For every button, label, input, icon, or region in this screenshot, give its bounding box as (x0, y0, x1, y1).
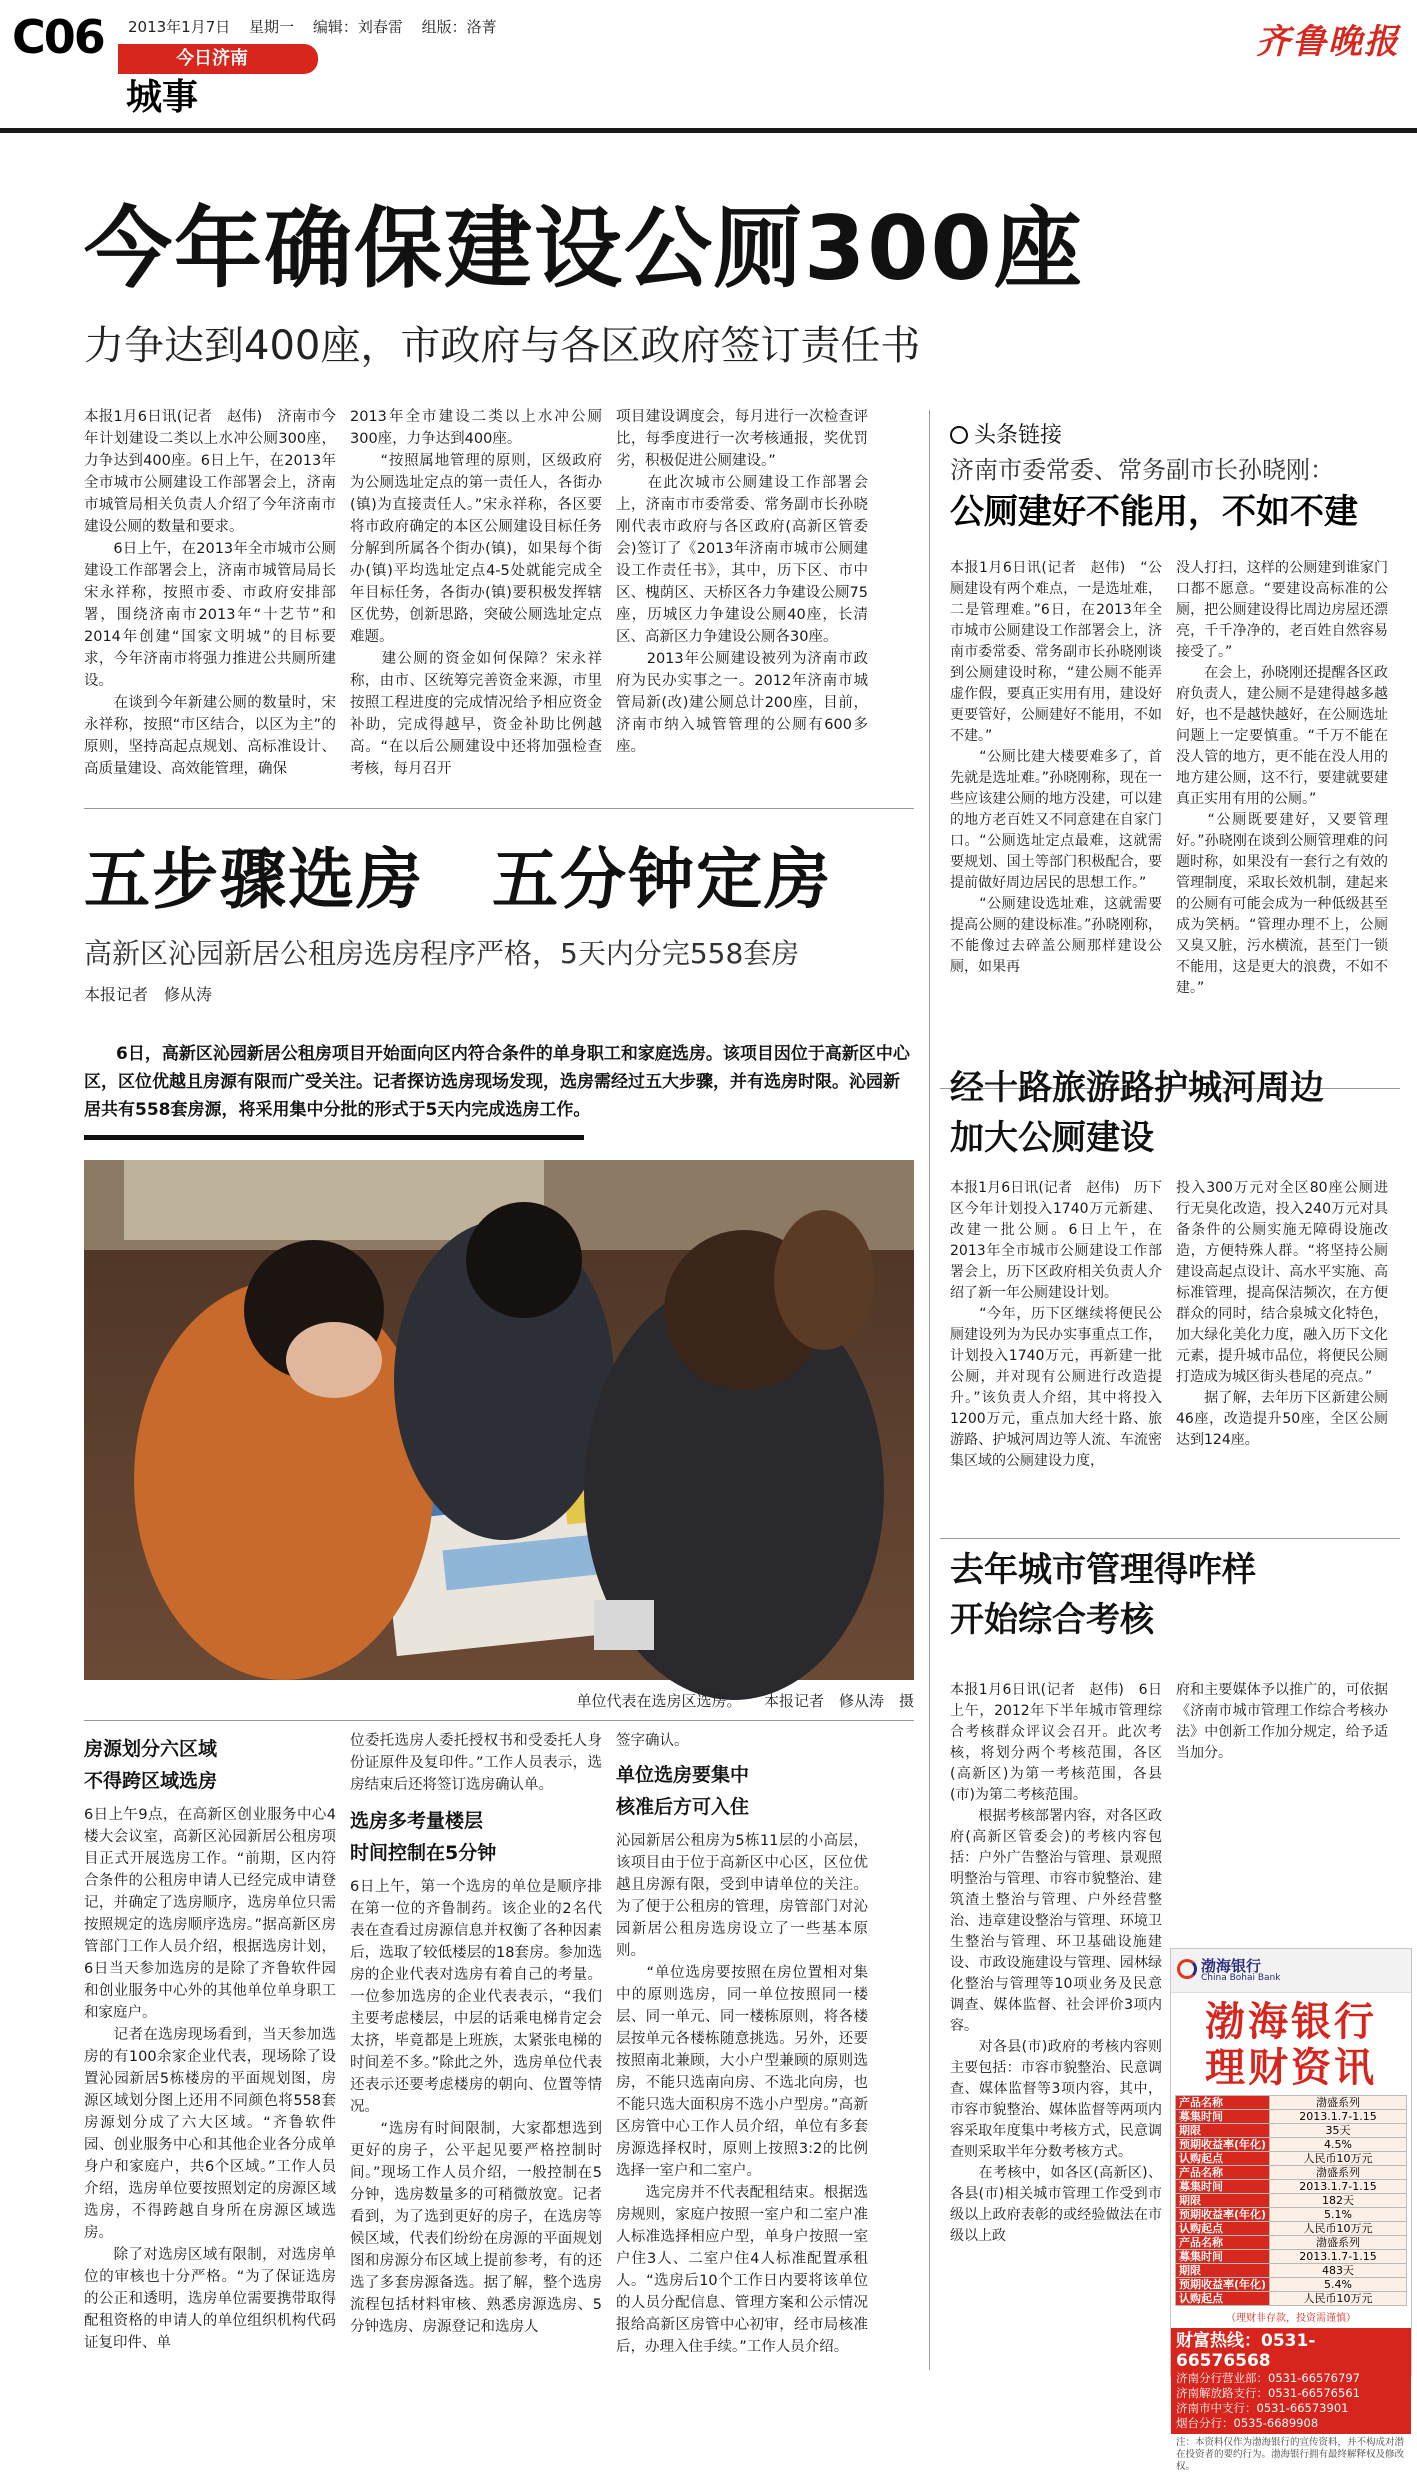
photo-caption: 单位代表在选房区选房。 本报记者 修从涛 摄 (576, 1692, 914, 1710)
ad-row-yield (1176, 2138, 1407, 2152)
sidebar-mid-column-1-text: 本报1月6日讯(记者 赵伟) 历下区今年计划投入1740万元新建、改建一批公厕。6日上午，在2013年全市城市公厕建设工作部署会上，历下区政府相关负责人介绍了新一年公厕建设计划。 “今年，历下区继续将便民公厕建设列为为民办实事重点工作，计划投入1740万元，再新建一批公厕，并对现有公厕进行改造提升。”该负责人介绍，其中将投入1200万元，重点加大经十路、旅游路、护城河周边等人流、车流密集区域的公厕建设力度， (950, 1180, 1162, 1469)
news-photo (84, 1160, 914, 1680)
bank-logo-icon (1177, 1959, 1197, 1979)
lead-subhead: 力争达到400座，市政府与各区政府签订责任书 (84, 323, 921, 369)
ad-row-period (1176, 2180, 1407, 2194)
ad-row-yield (1176, 2208, 1407, 2222)
story2-subhead: 高新区沁园新居公租房选房程序严格，5天内分完558套房 (84, 937, 800, 970)
circle-icon (950, 426, 968, 444)
story2-column-2-top (350, 1730, 602, 1800)
story2-column-1 (84, 1804, 336, 2374)
story2-column-3 (616, 1830, 868, 2374)
ad-bank-english: China Bohai Bank (1201, 1973, 1281, 1983)
ad-row-label: 认购起点 (1176, 2292, 1270, 2306)
ad-note: （理财非存款，投资需谨慎） (1226, 2313, 1356, 2324)
ad-row-period (1176, 2110, 1407, 2124)
ad-hotline-label: 财富热线： (1176, 2331, 1261, 2351)
story2-column-3-top-text: 签字确认。 (616, 1733, 689, 1749)
sidebar-mid-title-2: 加大公厕建设 (950, 1118, 1154, 1158)
ad-contact (1171, 2328, 1411, 2434)
ad-branch-1: 济南解放路支行：0531-66576561 (1176, 2386, 1360, 2400)
sidebar-top-column-2-text: 没人打扫，这样的公厕建到谁家门口都不愿意。“要建设高标准的公厕，把公厕建设得比周边房屋还漂亮，千千净净的，老百姓自然容易接受了。” 在会上，孙晓刚还提醒各区政府负责人，建公厕不是建得越多越好，也不是越快越好，在公厕选址问题上一定要慎重。“千万不能在没人管的地方，更不能在没人用的地方建公厕，这不行，要建就要建真正实用有用的公厕。” “公厕既要建好，又要管理好。”孙晓刚在谈到公厕管理难的问题时称，如果没有一套行之有效的管理制度，采取长效机制，建起来的公厕有可能会成为一种低级甚至成为笑柄。“管理办理不上，公厕又臭又脏，污水横流，甚至门一锁不能用，这是更大的浪费，不如不建。” (1176, 560, 1388, 996)
ad-row-label: 认购起点 (1176, 2152, 1270, 2166)
sidebar-low-column-2-text: 府和主要媒体予以推广的，可依据《济南市城市管理工作综合考核办法》中创新工作加分规定，给予适当加分。 (1176, 1682, 1388, 1761)
ad-title-2: 理财资讯 (1205, 2045, 1377, 2091)
ad-hotline (1176, 2331, 1406, 2371)
ad-row-label: 产品名称 (1176, 2236, 1270, 2250)
ad-row-term (1176, 2264, 1407, 2278)
story2-column-2-top-text: 位委托选房人委托授权书和受委托人身份证原件及复印件。”工作人员表示，选房结束后还将签订选房确认单。 (350, 1733, 602, 1793)
ad-row-label: 产品名称 (1176, 2166, 1270, 2180)
story2-subhead-2b: 时间控制在5分钟 (350, 1842, 497, 1864)
ad-row-label: 募集时间 (1176, 2250, 1270, 2264)
ad-row-value: 2013.1.7-1.15 (1270, 2250, 1407, 2264)
issue-date: 2013年1月7日 (128, 18, 231, 36)
ad-branch-0: 济南分行营业部：0531-66576797 (1176, 2371, 1360, 2385)
ad-row-name (1176, 2236, 1407, 2250)
ad-title-1: 渤海银行 (1205, 1999, 1377, 2045)
ad-disclaimer: 注：本资料仅作为渤海银行的宣传资料，并不构成对潜在投资者的要约行为。渤海银行拥有最终解释权及修改权。 (1176, 2437, 1405, 2472)
story2-subhead-1b: 不得跨区域选房 (84, 1770, 218, 1792)
story2-column-2-text: 6日上午，第一个选房的单位是顺序排在第一位的齐鲁制药。该企业的2名代表在查看过房源信息并权衡了各种因素后，选取了较低楼层的18套房。参加选房的企业代表对选房有着自己的考量。一位参加选房的企业代表表示，“我们主要考虑楼层，中层的话乘电梯肯定会太挤，毕竟都是上班族，太紧张电梯的时间差不多。”除此之外，选房单位代表还表示还要考虑楼房的朝向、位置等情况。 “选房有时间限制，大家都想选到更好的房子，公平起见要严格控制时间。”现场工作人员介绍，一般控制在5分钟，选房数量多的可稍微放宽。记者看到，为了选到更好的房子，在选房等候区域，代表们纷纷在房源的平面规划图和房源分布区域上提前参考，有的还选了多套房源备选。据了解，整个选房流程包括材料审核、熟悉房源选房、5分钟选房、房源登记和选房人 (350, 1879, 602, 2335)
ad-row-label: 期限 (1176, 2124, 1270, 2138)
sidebar-tag (950, 422, 1062, 450)
ad-row-min (1176, 2292, 1407, 2306)
ad-row-value: 5.1% (1270, 2208, 1407, 2222)
ad-row-label: 预期收益率(年化) (1176, 2208, 1270, 2222)
story2-subhead-3b: 核准后方可入住 (616, 1796, 750, 1818)
ad-row-label: 产品名称 (1176, 2096, 1270, 2110)
layout-credit: 组版：洛菁 (421, 18, 497, 36)
page-meta (128, 16, 511, 37)
lead-column-1-text: 本报1月6日讯(记者 赵伟) 济南市今年计划建设二类以上水冲公厕300座，力争达到400座。6日上午，在2013年全市城市公厕建设工作部署会上，济南市城管局相关负责人介绍了今年济南市建设公厕的数量和要求。 6日上午，在2013年全市城市公厕建设工作部署会上，济南市城管局局长宋永祥称，按照市委、市政府安排部署，围绕济南市2013年“十艺节”和2014年创建“国家文明城”的目标要求，今年济南市将强力推进公共厕所建设。 在谈到今年新建公厕的数量时，宋永祥称，按照“市区结合，以区为主”的原则，坚持高起点规划、高标准设计、高质量建设、高效能管理，确保 (84, 409, 336, 777)
ad-row-value: 5.4% (1270, 2278, 1407, 2292)
story2-headline: 五步骤选房 五分钟定房 (84, 841, 832, 918)
story2-subhead-1a: 房源划分六区域 (84, 1738, 218, 1760)
column-divider (929, 410, 930, 2370)
story-divider (84, 808, 914, 809)
sidebar-low-column-2 (1176, 1680, 1388, 1940)
ad-row-label: 期限 (1176, 2194, 1270, 2208)
ad-branch-2: 济南市中支行：0531-66573901 (1176, 2401, 1349, 2415)
ad-row-label: 募集时间 (1176, 2110, 1270, 2124)
sidebar-divider-2 (940, 1538, 1400, 1539)
page-number: C06 (12, 10, 104, 64)
sidebar-top-column-1-text: 本报1月6日讯(记者 赵伟) “公厕建设有两个难点，一是选址难，二是管理难。”6日，在2013年全市城市公厕建设工作部署会上，济南市委常委、常务副市长孙晓刚谈到公厕建设时称，“建公厕不能弄虚作假，要真正实用有用，建设好更要管好，公厕建好不能用，不如不建。” “公厕比建大楼要难多了，首先就是选址难。”孙晓刚称，现在一些应该建公厕的地方没建，可以建的地方老百姓又不同意建在自家门口。“公厕选址定点最难，这就需要规划、国土等部门积极配合，要提前做好周边居民的思想工作。” “公厕建设选址难，这就需要提高公厕的建设标准。”孙晓刚称，不能像过去碎盖公厕那样建设公厕，如果再 (950, 560, 1162, 975)
ad-row-term (1176, 2194, 1407, 2208)
sidebar-top-column-2 (1176, 558, 1388, 1078)
lead-column-3-text: 项目建设调度会，每月进行一次检查评比，每季度进行一次考核通报，奖优罚劣，积极促进公厕建设。” 在此次城市公厕建设工作部署会上，济南市市委常委、常务副市长孙晓刚代表市政府与各区政府(高新区管委会)签订了《2013年济南市城市公厕建设工作责任书》，其中，历下区、市中区、槐荫区、天桥区各力争建设公厕75座，历城区力争建设公厕40座，长清区、高新区力争建设公厕各30座。 2013年公厕建设被列为济南市政府为民办实事之一。2012年济南市城管局新(改)建公厕总计200座，目前，济南市纳入城管管理的公厕有600多座。 (616, 409, 868, 755)
lead-column-2 (350, 406, 602, 788)
ad-row-term (1176, 2124, 1407, 2138)
sidebar-title: 公厕建好不能用，不如不建 (950, 492, 1358, 532)
ad-row-value: 人民币10万元 (1270, 2152, 1407, 2166)
ad-hotline-number: 0531-66576568 (1176, 2331, 1316, 2371)
ad-row-period (1176, 2250, 1407, 2264)
ad-row-min (1176, 2222, 1407, 2236)
story2-column-2 (350, 1876, 602, 2374)
ad-branch-3: 烟台分行：0535-6689908 (1176, 2416, 1319, 2430)
sidebar-low-column-1-text: 本报1月6日讯(记者 赵伟) 6日上午，2012年下半年城市管理综合考核群众评议会召开。此次考核，将划分两个考核范围，各区(高新区)为第一考核范围，各县(市)为第二考核范围。 根据考核部署内容，对各区政府(高新区管委会)的考核内容包括：户外广告整治与管理、景观照明整治与管理、市容市貌整治、建筑渣土整治与管理、户外经营整治、违章建设整治与管理、环境卫生整治与管理、环卫基础设施建设、市政设施建设与管理、园林绿化整治与管理等10项业务及民意调查、媒体监督、社会评价3项内容。 对各县(市)政府的考核内容则主要包括：市容市貌整治、民意调查、媒体监督等3项内容，其中，市容市貌整治、媒体监督等两项内容采取年度集中考核方式，民意调查则采取半年分数考核方式。 在考核中，如各区(高新区)、各县(市)相关城市管理工作受到市级以上政府表彰的或经验做法在市级以上政 (950, 1682, 1162, 2244)
story2-lead-text: 6日，高新区沁园新居公租房项目开始面向区内符合条件的单身职工和家庭选房。该项目因位于高新区中心区，区位优越且房源有限而广受关注。记者探访选房现场发现，选房需经过五大步骤，并有选房时限。沁园新居共有558套房源，将采用集中分批的形式于5天内完成选房工作。 (84, 1044, 910, 1120)
sidebar-kicker: 济南市委常委、常务副市长孙晓刚： (950, 456, 1334, 484)
sidebar-mid-column-2 (1176, 1178, 1388, 1518)
bank-advertisement[interactable] (1170, 1948, 1412, 2472)
ad-row-label: 预期收益率(年化) (1176, 2278, 1270, 2292)
section-name: 城事 (126, 77, 199, 118)
sidebar-mid-column-1 (950, 1178, 1162, 1518)
lead-column-2-text: 2013年全市建设二类以上水冲公厕300座，力争达到400座。 “按照属地管理的原则，区级政府为公厕选址定点的第一责任人，各街办(镇)为直接责任人。”宋永祥称，各区要将市政府确定的本区公厕建设目标任务分解到所属各个街办(镇)，如果每个街办(镇)平均选址定点4-5处就能完成全年目标任务，各街办(镇)要积极发挥辖区优势，创新思路，突破公厕选址定点难题。 建公厕的资金如何保障？宋永祥称，由市、区统筹完善资金来源，市里按照工程进度的完成情况给予相应资金补助，完成得越早，资金补助比例越高。“在以后公厕建设中还将加强检查考核，每月召开 (350, 409, 602, 777)
ad-row-value: 人民币10万元 (1270, 2222, 1407, 2236)
ad-row-value: 渤盛系列 (1270, 2096, 1407, 2110)
caption-rule (84, 1720, 914, 1721)
sidebar-low-column-1 (950, 1680, 1162, 2370)
ad-row-value: 483天 (1270, 2264, 1407, 2278)
ad-row-label: 预期收益率(年化) (1176, 2138, 1270, 2152)
ad-product-table (1175, 2095, 1407, 2306)
header-rule (0, 128, 1417, 133)
ad-row-value: 人民币10万元 (1270, 2292, 1407, 2306)
ad-header (1171, 1949, 1411, 1993)
ad-row-label: 募集时间 (1176, 2180, 1270, 2194)
newspaper-logo: 齐鲁晚报 (1256, 22, 1400, 62)
story2-rule (84, 1135, 584, 1140)
ad-row-value: 渤盛系列 (1270, 2236, 1407, 2250)
sidebar-low-title-1: 去年城市管理得咋样 (950, 1550, 1256, 1590)
lead-headline: 今年确保建设公厕300座 (84, 197, 1084, 300)
ad-row-value: 4.5% (1270, 2138, 1407, 2152)
story2-lead (84, 1040, 914, 1124)
ad-row-label: 认购起点 (1176, 2222, 1270, 2236)
ad-bank-name: 渤海银行 (1201, 1957, 1262, 1975)
ad-row-value: 渤盛系列 (1270, 2166, 1407, 2180)
sidebar-mid-title-1: 经十路旅游路护城河周边 (950, 1068, 1324, 1108)
sidebar-mid-column-2-text: 投入300万元对全区80座公厕进行无臭化改造，投入240万元对具备条件的公厕实施无障碍设施改造，方便特殊人群。“将坚持公厕建设高起点设计、高水平实施、高标准管理，提高保洁频次，在方便群众的同时，结合泉城文化特色，加大绿化美化力度，融入历下文化元素，提升城市品位，将便民公厕打造成为城区街头巷尾的亮点。” 据了解，去年历下区新建公厕46座，改造提升50座，全区公厕达到124座。 (1176, 1180, 1388, 1448)
story2-column-3-top (616, 1730, 868, 1754)
ad-row-value: 35天 (1270, 2124, 1407, 2138)
story2-byline: 本报记者 修从涛 (84, 985, 213, 1004)
section-tag: 今日济南 (118, 44, 318, 74)
ad-row-min (1176, 2152, 1407, 2166)
ad-row-value: 2013.1.7-1.15 (1270, 2110, 1407, 2124)
editor-credit: 编辑：刘春雷 (312, 18, 403, 36)
ad-row-name (1176, 2166, 1407, 2180)
story2-subhead-2a: 选房多考量楼层 (350, 1810, 484, 1832)
ad-row-yield (1176, 2278, 1407, 2292)
sidebar-low-title-2: 开始综合考核 (950, 1600, 1154, 1640)
sidebar-top-column-1 (950, 558, 1162, 1078)
issue-weekday: 星期一 (249, 18, 295, 36)
story2-column-3-text: 沁园新居公租房为5栋11层的小高层，该项目由于位于高新区中心区，区位优越且房源有限，受到申请单位的关注。为了便于公租房的管理，房管部门对沁园新居公租房选房设立了一些基本原则。 “单位选房要按照在房位置相对集中的原则选房，同一单位按照同一楼层、同一单元、同一楼栋原则，将各楼层按单元各楼栋随意挑选。另外，还要按照南北兼顾，大小户型兼顾的原则选房，不能只选南向房、不选北向房，也不能只选大面积房不选小户型房。”高新区房管中心工作人员介绍，单位有多套房源选择权时，原则上按照3:2的比例选择一室户和二室户。 选完房并不代表配租结束。根据选房规则，家庭户按照一室户和二室户准人标准选择相应户型，单身户按照一室户住3人、二室户住4人标准配置承租人。“选房后10个工作日内要将该单位的人员分配信息、管理方案和公示情况报给高新区房管中心初审，经市局核准后，办理入住手续。”工作人员介绍。 (616, 1833, 868, 2355)
ad-row-label: 期限 (1176, 2264, 1270, 2278)
ad-row-value: 2013.1.7-1.15 (1270, 2180, 1407, 2194)
story2-subhead-3a: 单位选房要集中 (616, 1764, 750, 1786)
lead-column-1 (84, 406, 336, 788)
story2-column-1-text: 6日上午9点，在高新区创业服务中心4楼大会议室，高新区沁园新居公租房项目正式开展选房工作。“前期，区内符合条件的公租房申请人已经完成申请登记，并确定了选房顺序，选房单位只需按照规定的选房顺序选房。”据高新区房管部门工作人员介绍，根据选房计划，6日当天参加选房的是除了齐鲁软件园和创业服务中心外的其他单位单身职工和家庭户。 记者在选房现场看到，当天参加选房的有100余家企业代表，现场除了设置沁园新居5栋楼房的平面规划图，房源区域划分图上还用不同颜色将558套房源划分成了六大区域。“齐鲁软件园、创业服务中心和其他企业各分成单身户和家庭户，共6个区域。”工作人员介绍，选房单位要按照划定的房源区域选房，不得跨越自身所在房源区域选房。 除了对选房区域有限制，对选房单位的审核也十分严格。“为了保证选房的公正和透明，选房单位需要携带取得配租资格的申请人的单位组织机构代码证复印件、单 (84, 1807, 336, 2351)
lead-column-3 (616, 406, 868, 788)
sidebar-tag-label: 头条链接 (974, 423, 1063, 448)
news-photo-illustration (84, 1160, 914, 1680)
ad-row-name (1176, 2096, 1407, 2110)
ad-row-value: 182天 (1270, 2194, 1407, 2208)
